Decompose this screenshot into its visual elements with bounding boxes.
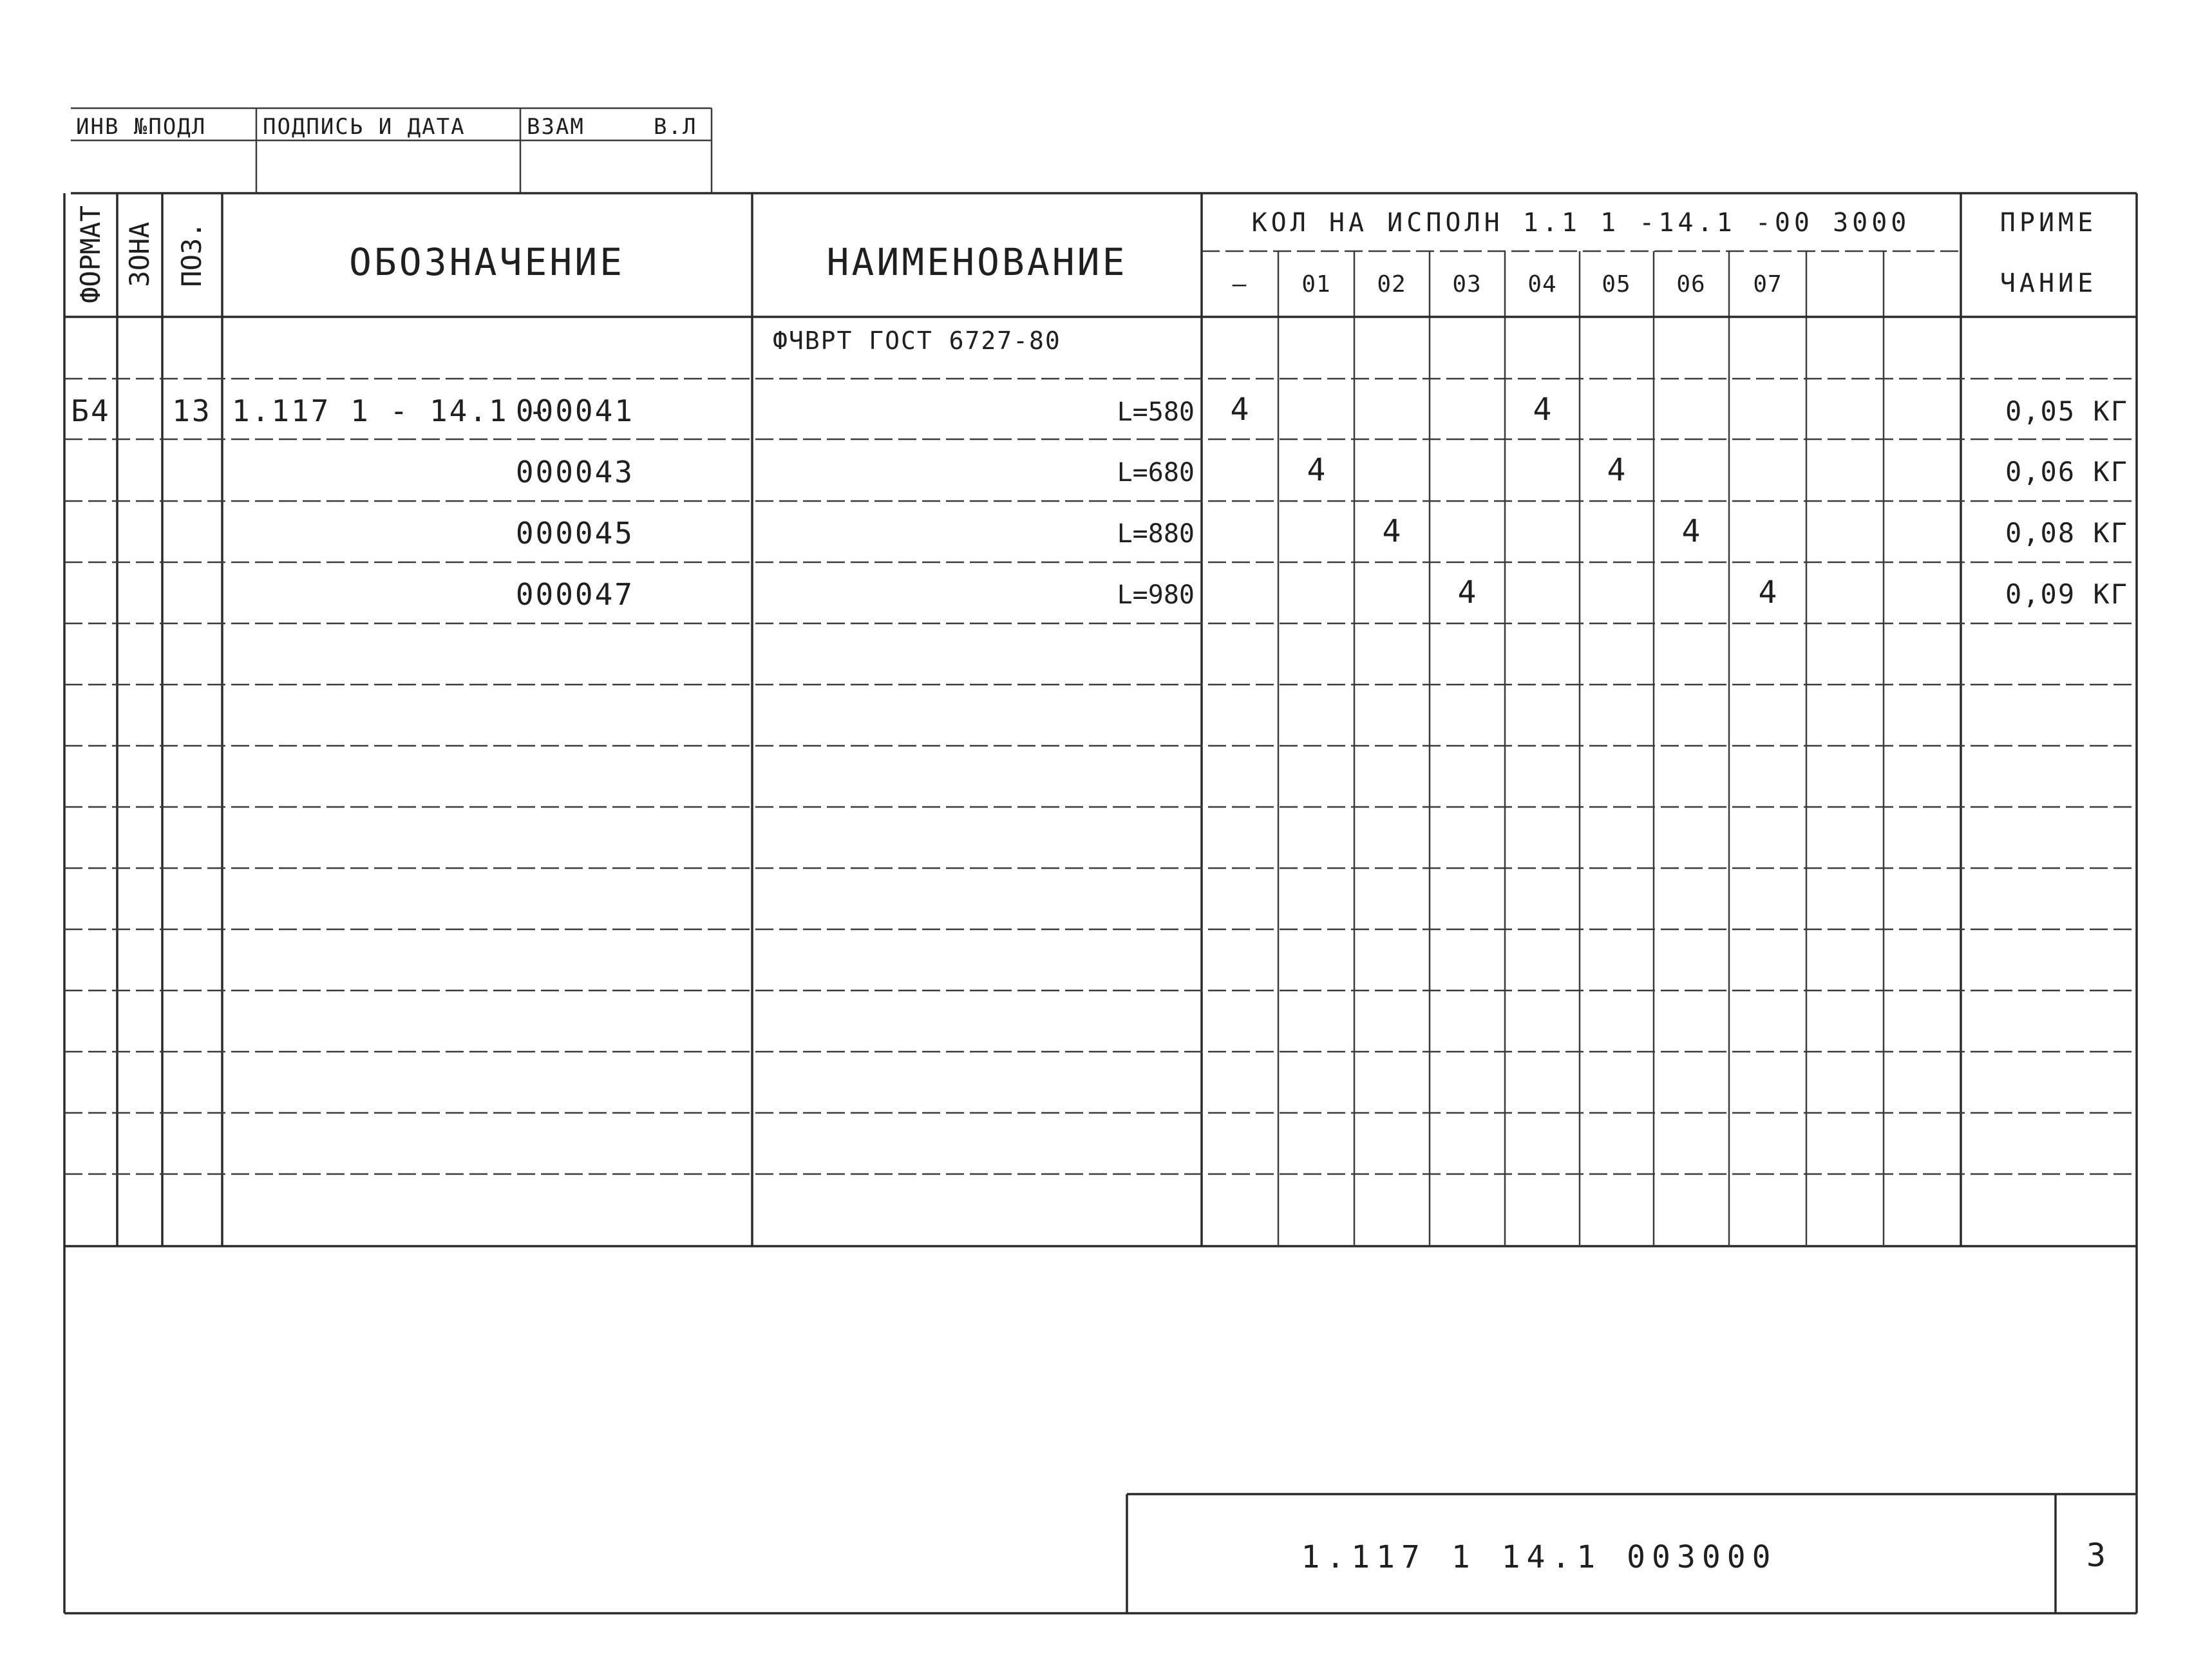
row-designation-prefix: 1.117 1 - 14.1 - — [232, 393, 549, 428]
variant-col-header: 04 — [1527, 271, 1557, 298]
variant-col-header: 06 — [1676, 271, 1706, 298]
variant-col-header: — — [1232, 271, 1247, 298]
header-name: НАИМЕНОВАНИЕ — [826, 240, 1128, 284]
variant-col-header: 05 — [1602, 271, 1631, 298]
header-designation: ОБОЗНАЧЕНИЕ — [348, 240, 625, 284]
qty-cell: 4 — [1681, 513, 1701, 549]
sheet-number: 3 — [2086, 1537, 2106, 1574]
header-zone: ЗОНА — [124, 222, 155, 287]
row-note: 0,05 КГ — [2005, 395, 2128, 427]
variant-col-header: 03 — [1452, 271, 1482, 298]
row-note: 0,06 КГ — [2005, 456, 2128, 488]
row-designation-code: 000045 — [515, 516, 634, 551]
qty-cell: 4 — [1533, 392, 1552, 428]
qty-cell: 4 — [1382, 513, 1401, 549]
variant-col-header: 01 — [1301, 271, 1331, 298]
header-quantity-title: КОЛ НА ИСПОЛН 1.1 1 -14.1 -00 3000 — [1251, 208, 1911, 238]
row-length: L=880 — [1117, 519, 1195, 549]
stamp-inv-no: ИНВ №ПОДЛ — [76, 114, 207, 140]
title-block-designation: 1.117 1 14.1 003000 — [1301, 1539, 1777, 1575]
qty-cell: 4 — [1457, 574, 1477, 611]
stamp-replaced: ВЗАМ — [527, 114, 585, 140]
header-position: ПОЗ. — [176, 222, 207, 287]
row-length: L=980 — [1117, 580, 1195, 610]
row-note: 0,08 КГ — [2005, 517, 2128, 549]
header-format: ФОРМАТ — [75, 205, 106, 303]
header-note-line2: ЧАНИЕ — [1999, 269, 2097, 298]
row-designation-code: 000047 — [515, 577, 634, 612]
header-note-line1: ПРИМЕ — [1999, 208, 2097, 238]
row-designation-code: 000043 — [515, 455, 634, 489]
stamp-signature-date: ПОДПИСЬ И ДАТА — [263, 114, 466, 140]
section-label: ФЧВРТ ГОСТ 6727-80 — [773, 327, 1061, 355]
qty-cell: 4 — [1307, 452, 1326, 488]
row-designation-code: 000041 — [515, 393, 634, 428]
variant-col-header: 02 — [1377, 271, 1406, 298]
qty-cell: 4 — [1758, 574, 1777, 611]
row-format: Б4 — [71, 393, 111, 428]
qty-cell: 4 — [1230, 392, 1249, 428]
row-length: L=680 — [1117, 458, 1195, 488]
stamp-inv-short: В.Л — [654, 114, 697, 140]
row-position: 13 — [172, 393, 212, 428]
row-length: L=580 — [1117, 397, 1195, 427]
row-note: 0,09 КГ — [2005, 578, 2128, 610]
qty-cell: 4 — [1607, 452, 1626, 488]
variant-col-header: 07 — [1753, 271, 1782, 298]
